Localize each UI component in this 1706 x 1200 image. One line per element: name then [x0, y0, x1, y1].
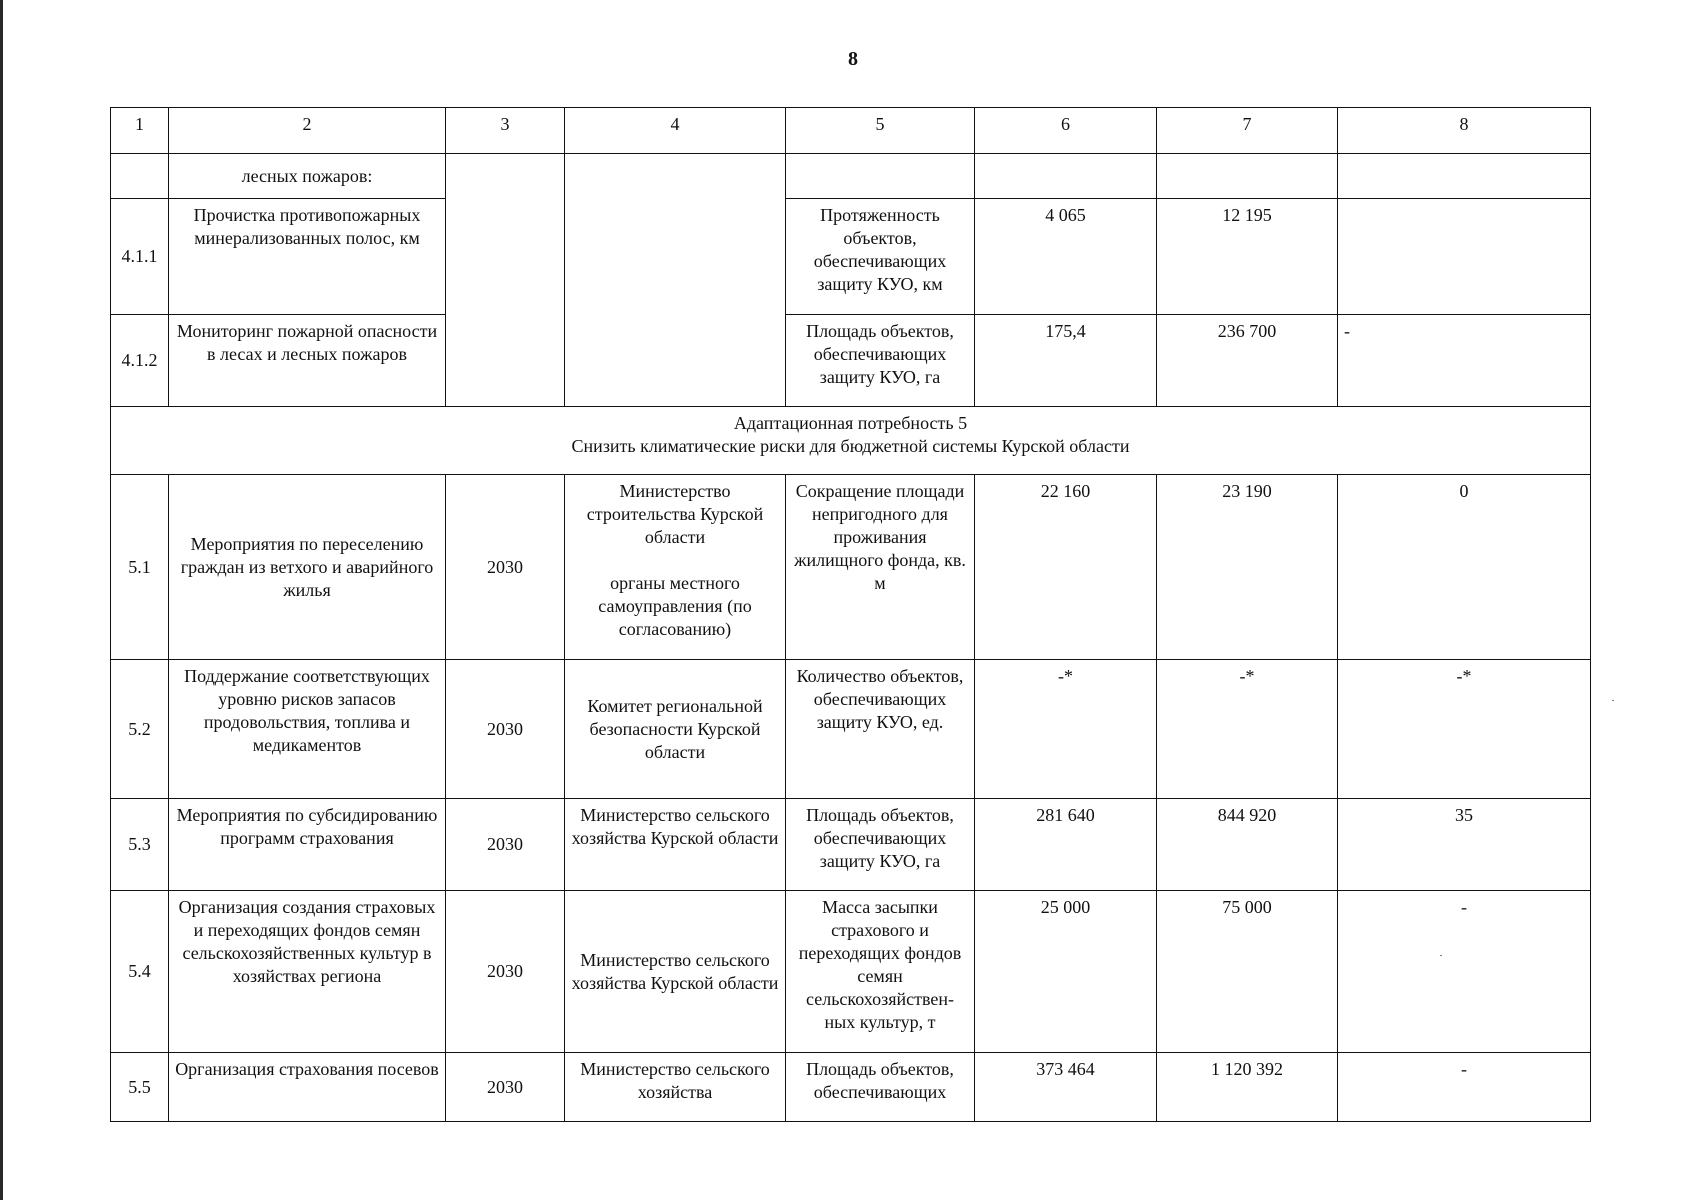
value-cell-8: 0: [1338, 475, 1591, 660]
executor-secondary: органы местного самоуправления (по согласованию): [598, 573, 752, 639]
row-number-cell: 5.5: [111, 1053, 169, 1122]
table-row: [111, 660, 1591, 799]
year-cell: 2030: [446, 891, 565, 1053]
row-number-cell: 5.4: [111, 891, 169, 1053]
column-header: 1: [111, 108, 169, 154]
header-row: [111, 108, 1591, 154]
row-number-cell: [111, 154, 169, 199]
column-header: 5: [786, 108, 975, 154]
value-cell-7: [1157, 154, 1338, 199]
value-cell-7: -*: [1157, 660, 1338, 799]
section-subtitle: Снизить климатические риски для бюджетной системы Курской области: [571, 436, 1130, 456]
value-cell-8: -: [1338, 891, 1591, 1053]
scan-speck: [1612, 700, 1614, 701]
measure-name-cell: Мониторинг пожарной опасности в лесах и лесных пожаров: [169, 315, 446, 407]
section-header-row: [111, 407, 1591, 475]
measures-table: [110, 107, 1591, 1122]
value-cell-6: 175,4: [975, 315, 1157, 407]
year-cell: 2030: [446, 1053, 565, 1122]
table-row: [111, 475, 1591, 660]
column-header: 6: [975, 108, 1157, 154]
executor-cell: Министерство сельского хозяйства Курской области: [565, 799, 786, 891]
value-cell-8: -: [1338, 1053, 1591, 1122]
table-row: [111, 154, 1591, 199]
value-cell-6: 22 160: [975, 475, 1157, 660]
measure-name-cell: Организация страхования посевов: [169, 1053, 446, 1122]
row-number-cell: 5.3: [111, 799, 169, 891]
value-cell-6: 4 065: [975, 199, 1157, 315]
table-row: [111, 199, 1591, 315]
section-title: Адаптационная потребность 5: [733, 413, 968, 433]
row-number-cell: 5.1: [111, 475, 169, 660]
measure-name-cell: лесных пожаров:: [169, 154, 446, 199]
value-cell-7: 1 120 392: [1157, 1053, 1338, 1122]
value-cell-6: 281 640: [975, 799, 1157, 891]
column-header: 2: [169, 108, 446, 154]
year-cell: 2030: [446, 660, 565, 799]
table-row: [111, 1053, 1591, 1122]
value-cell-8: [1338, 199, 1591, 315]
page-number: 8: [848, 48, 858, 70]
indicator-cell: Протяженность объектов, обеспечивающих защиту КУО, км: [786, 199, 975, 315]
value-cell-6: [975, 154, 1157, 199]
value-cell-6: 25 000: [975, 891, 1157, 1053]
column-header: 4: [565, 108, 786, 154]
indicator-cell: Площадь объектов, обеспечивающих защиту КУО, га: [786, 315, 975, 407]
executor-cell: [565, 475, 786, 660]
indicator-cell: [786, 154, 975, 199]
column-header: 3: [446, 108, 565, 154]
row-number-cell: 4.1.1: [111, 199, 169, 315]
value-cell-7: 844 920: [1157, 799, 1338, 891]
indicator-cell: Масса засыпки страхового и переходящих фондов семян сельскохозяйствен-ных культур, т: [786, 891, 975, 1053]
indicator-cell: Площадь объектов, обеспечивающих защиту КУО, га: [786, 799, 975, 891]
executor-cell: Министерство сельского хозяйства Курской области: [565, 891, 786, 1053]
executor-cell: Министерство сельского хозяйства: [565, 1053, 786, 1122]
measure-name-cell: Мероприятия по субсидированию программ страхования: [169, 799, 446, 891]
measure-name-cell: Поддержание соответствующих уровню рисков запасов продовольствия, топлива и медикаментов: [169, 660, 446, 799]
column-header: 8: [1338, 108, 1591, 154]
value-cell-6: -*: [975, 660, 1157, 799]
value-cell-8: -*: [1338, 660, 1591, 799]
indicator-cell: Площадь объектов, обеспечивающих: [786, 1053, 975, 1122]
year-cell: [446, 154, 565, 407]
executor-cell: [565, 154, 786, 407]
year-cell: 2030: [446, 799, 565, 891]
indicator-cell: Количество объектов, обеспечивающих защиту КУО, ед.: [786, 660, 975, 799]
column-header: 7: [1157, 108, 1338, 154]
value-cell-7: 236 700: [1157, 315, 1338, 407]
table-row: [111, 891, 1591, 1053]
value-cell-8: 35: [1338, 799, 1591, 891]
value-cell-7: 23 190: [1157, 475, 1338, 660]
measure-name-cell: Мероприятия по переселению граждан из ветхого и аварийного жилья: [169, 475, 446, 660]
executor-primary: Министерство строительства Курской области: [586, 481, 764, 547]
value-cell-7: 75 000: [1157, 891, 1338, 1053]
value-cell-6: 373 464: [975, 1053, 1157, 1122]
measure-name-cell: Организация создания страховых и переходящих фондов семян сельскохозяйственных культур в хозяйствах региона: [169, 891, 446, 1053]
scan-left-edge: [0, 0, 3, 1200]
indicator-cell: Сокращение площади непригодного для проживания жилищного фонда, кв. м: [786, 475, 975, 660]
value-cell-7: 12 195: [1157, 199, 1338, 315]
measure-name-cell: Прочистка противопожарных минерализованных полос, км: [169, 199, 446, 315]
section-header-cell: [111, 407, 1591, 475]
table-row: [111, 799, 1591, 891]
value-cell-8: -: [1338, 315, 1591, 407]
value-cell-8: [1338, 154, 1591, 199]
executor-cell: Комитет региональной безопасности Курской области: [565, 660, 786, 799]
year-cell: 2030: [446, 475, 565, 660]
table-row: [111, 315, 1591, 407]
row-number-cell: 5.2: [111, 660, 169, 799]
row-number-cell: 4.1.2: [111, 315, 169, 407]
